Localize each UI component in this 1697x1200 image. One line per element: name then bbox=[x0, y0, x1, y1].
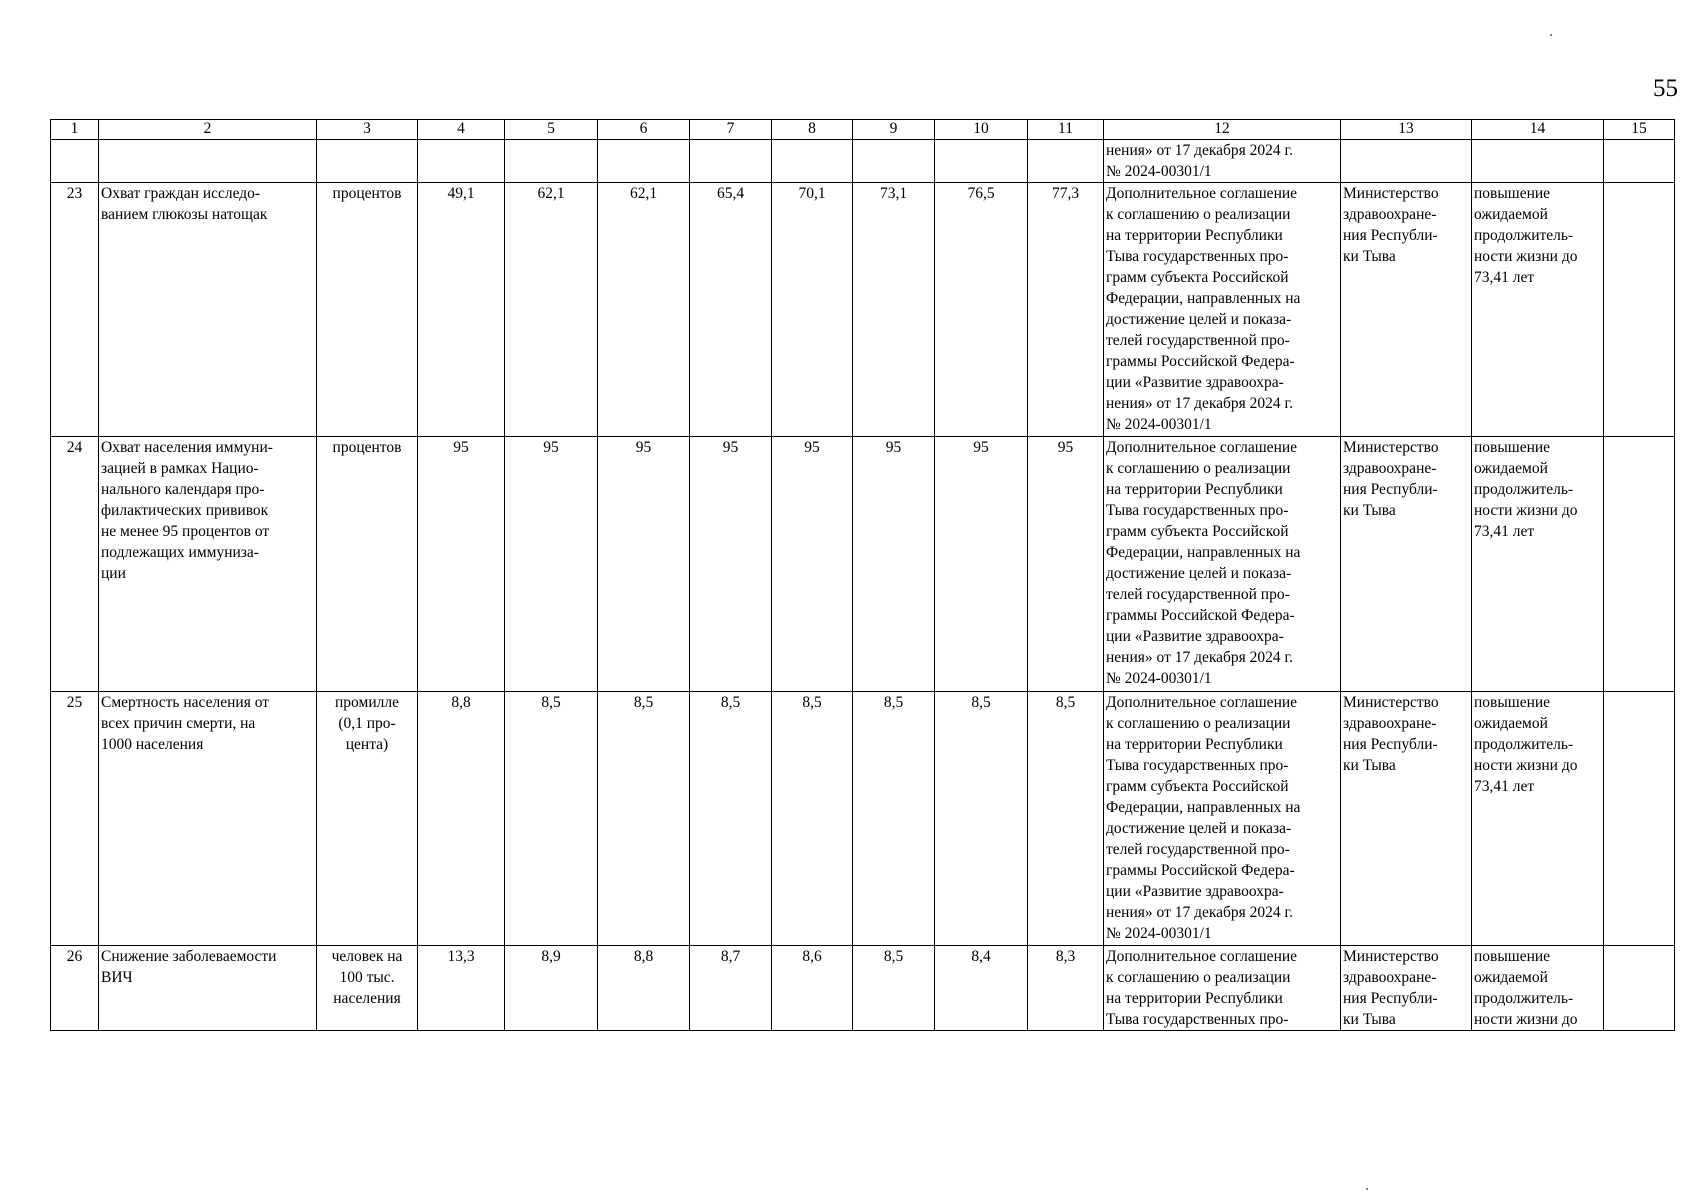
column-header: 10 bbox=[935, 120, 1028, 140]
cell-document-continuation: нения» от 17 декабря 2024 г. № 2024-00301/1 bbox=[1104, 140, 1341, 183]
indicators-table bbox=[50, 119, 1675, 1031]
cell-empty bbox=[598, 140, 690, 183]
cell-value: 95 bbox=[418, 437, 505, 692]
cell-value: 65,4 bbox=[690, 183, 772, 437]
cell-row-number: 25 bbox=[51, 692, 99, 946]
cell-document: Дополнительное соглашение к соглашению о реализации на территории Республики Тыва государственных про- грамм субъекта Российской Федерации, направленных на достижение целей и показа- телей государственной про- граммы Российской Федера- ции «Развитие здравоохра- нения» от 17 декабря 2024 г. № 2024-00301/1 bbox=[1104, 183, 1341, 437]
cell-unit: промилле (0,1 про- цента) bbox=[317, 692, 418, 946]
cell-value: 8,5 bbox=[853, 946, 935, 1031]
cell-value: 62,1 bbox=[598, 183, 690, 437]
cell-empty bbox=[317, 140, 418, 183]
cell-empty bbox=[690, 140, 772, 183]
cell-unit: процентов bbox=[317, 437, 418, 692]
cell-value: 8,5 bbox=[772, 692, 853, 946]
cell-value: 95 bbox=[772, 437, 853, 692]
column-header: 13 bbox=[1341, 120, 1472, 140]
cell-empty bbox=[935, 140, 1028, 183]
cell-indicator-name: Смертность населения от всех причин смерти, на 1000 населения bbox=[99, 692, 317, 946]
cell-unit: процентов bbox=[317, 183, 418, 437]
cell-empty bbox=[1472, 140, 1604, 183]
column-header: 3 bbox=[317, 120, 418, 140]
page-number: 55 bbox=[1653, 75, 1678, 102]
cell-value: 95 bbox=[935, 437, 1028, 692]
column-header: 9 bbox=[853, 120, 935, 140]
cell-value: 95 bbox=[853, 437, 935, 692]
column-header: 8 bbox=[772, 120, 853, 140]
table-row bbox=[51, 692, 1675, 946]
cell-organization: Министерство здравоохране- ния Республи- ки Тыва bbox=[1341, 692, 1472, 946]
cell-row-number: 23 bbox=[51, 183, 99, 437]
cell-goal: повышение ожидаемой продолжитель- ности жизни до 73,41 лет bbox=[1472, 437, 1604, 692]
cell-value: 8,6 bbox=[772, 946, 853, 1031]
cell-organization: Министерство здравоохране- ния Республи- ки Тыва bbox=[1341, 183, 1472, 437]
cell-row-number: 24 bbox=[51, 437, 99, 692]
cell-value: 76,5 bbox=[935, 183, 1028, 437]
cell-value: 62,1 bbox=[505, 183, 598, 437]
cell-empty bbox=[1341, 140, 1472, 183]
cell-goal: повышение ожидаемой продолжитель- ности жизни до bbox=[1472, 946, 1604, 1031]
cell-goal: повышение ожидаемой продолжитель- ности жизни до 73,41 лет bbox=[1472, 183, 1604, 437]
cell-value: 70,1 bbox=[772, 183, 853, 437]
cell-document: Дополнительное соглашение к соглашению о реализации на территории Республики Тыва государственных про- грамм субъекта Российской Федерации, направленных на достижение целей и показа- телей государственной про- граммы Российской Федера- ции «Развитие здравоохра- нения» от 17 декабря 2024 г. № 2024-00301/1 bbox=[1104, 692, 1341, 946]
cell-organization: Министерство здравоохране- ния Республи- ки Тыва bbox=[1341, 437, 1472, 692]
cell-empty bbox=[1604, 140, 1675, 183]
cell-empty bbox=[1028, 140, 1104, 183]
cell-value: 8,5 bbox=[853, 692, 935, 946]
cell-empty bbox=[51, 140, 99, 183]
cell-col15 bbox=[1604, 692, 1675, 946]
cell-value: 8,8 bbox=[418, 692, 505, 946]
cell-organization: Министерство здравоохране- ния Республи- ки Тыва bbox=[1341, 946, 1472, 1031]
column-header: 2 bbox=[99, 120, 317, 140]
cell-indicator-name: Охват граждан исследо- ванием глюкозы натощак bbox=[99, 183, 317, 437]
cell-goal: повышение ожидаемой продолжитель- ности жизни до 73,41 лет bbox=[1472, 692, 1604, 946]
cell-value: 95 bbox=[1028, 437, 1104, 692]
cell-value: 73,1 bbox=[853, 183, 935, 437]
cell-document: Дополнительное соглашение к соглашению о реализации на территории Республики Тыва государственных про- грамм субъекта Российской Федерации, направленных на достижение целей и показа- телей государственной про- граммы Российской Федера- ции «Развитие здравоохра- нения» от 17 декабря 2024 г. № 2024-00301/1 bbox=[1104, 437, 1341, 692]
cell-empty bbox=[505, 140, 598, 183]
column-header: 1 bbox=[51, 120, 99, 140]
cell-value: 8,3 bbox=[1028, 946, 1104, 1031]
scan-dot-bottom bbox=[1366, 1188, 1368, 1190]
cell-value: 8,5 bbox=[935, 692, 1028, 946]
column-header: 7 bbox=[690, 120, 772, 140]
cell-unit: человек на 100 тыс. населения bbox=[317, 946, 418, 1031]
cell-value: 8,5 bbox=[1028, 692, 1104, 946]
cell-empty bbox=[853, 140, 935, 183]
cell-empty bbox=[99, 140, 317, 183]
cell-value: 77,3 bbox=[1028, 183, 1104, 437]
cell-col15 bbox=[1604, 946, 1675, 1031]
table-row bbox=[51, 183, 1675, 437]
cell-indicator-name: Снижение заболеваемости ВИЧ bbox=[99, 946, 317, 1031]
cell-row-number: 26 bbox=[51, 946, 99, 1031]
cell-value: 8,5 bbox=[690, 692, 772, 946]
column-header: 5 bbox=[505, 120, 598, 140]
cell-col15 bbox=[1604, 437, 1675, 692]
column-header: 6 bbox=[598, 120, 690, 140]
cell-col15 bbox=[1604, 183, 1675, 437]
cell-value: 8,7 bbox=[690, 946, 772, 1031]
cell-empty bbox=[772, 140, 853, 183]
cell-value: 49,1 bbox=[418, 183, 505, 437]
table-row bbox=[51, 437, 1675, 692]
cell-value: 8,5 bbox=[505, 692, 598, 946]
cell-value: 8,4 bbox=[935, 946, 1028, 1031]
column-header: 12 bbox=[1104, 120, 1341, 140]
table-row-continuation bbox=[51, 140, 1675, 183]
cell-document: Дополнительное соглашение к соглашению о реализации на территории Республики Тыва государственных про- bbox=[1104, 946, 1341, 1031]
table-header-row bbox=[51, 120, 1675, 140]
cell-value: 95 bbox=[598, 437, 690, 692]
column-header: 11 bbox=[1028, 120, 1104, 140]
cell-value: 13,3 bbox=[418, 946, 505, 1031]
cell-value: 8,5 bbox=[598, 692, 690, 946]
cell-indicator-name: Охват населения иммуни- зацией в рамках Нацио- нального календаря про- филактических прививок не менее 95 процентов от подлежащих иммуниза- ции bbox=[99, 437, 317, 692]
cell-value: 8,9 bbox=[505, 946, 598, 1031]
cell-value: 8,8 bbox=[598, 946, 690, 1031]
cell-value: 95 bbox=[690, 437, 772, 692]
table-row bbox=[51, 946, 1675, 1031]
column-header: 14 bbox=[1472, 120, 1604, 140]
cell-empty bbox=[418, 140, 505, 183]
column-header: 15 bbox=[1604, 120, 1675, 140]
column-header: 4 bbox=[418, 120, 505, 140]
cell-value: 95 bbox=[505, 437, 598, 692]
scan-dot-top bbox=[1550, 34, 1552, 36]
